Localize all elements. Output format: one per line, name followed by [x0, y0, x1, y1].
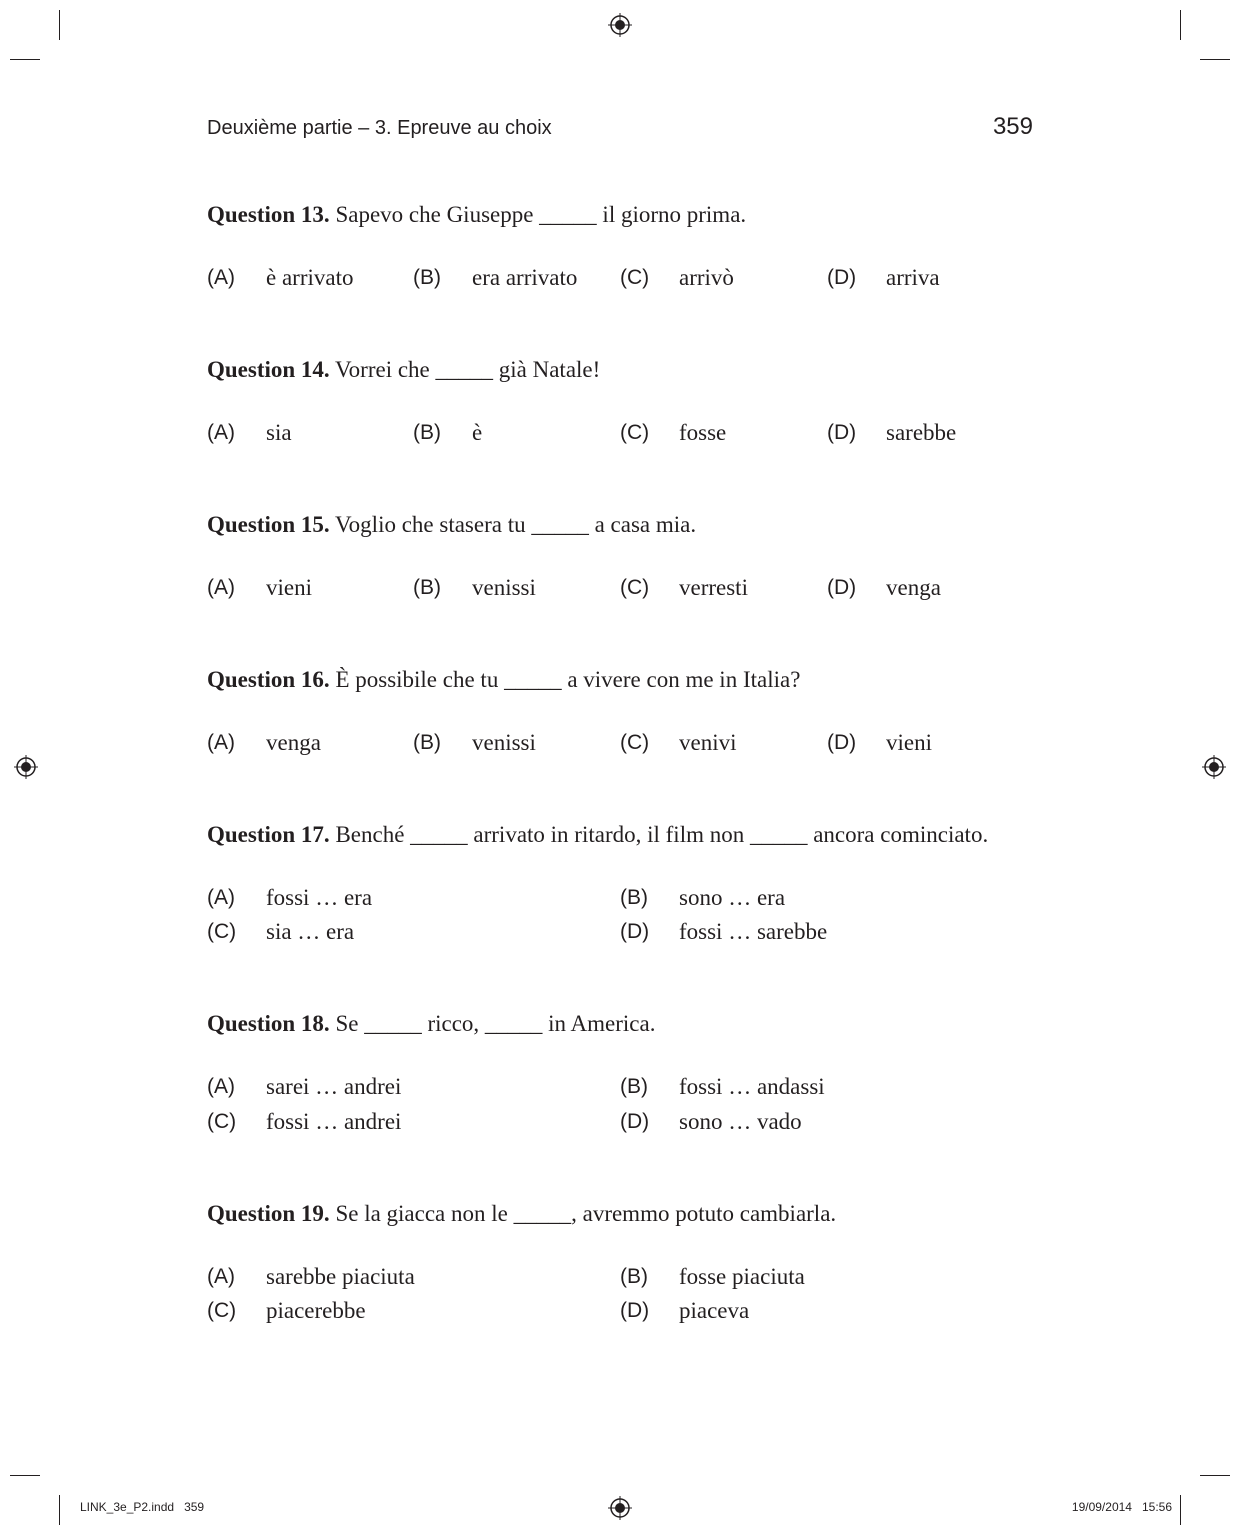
question-number: Question 18. — [207, 1011, 330, 1036]
option-letter: (B) — [413, 266, 441, 289]
option-letter: (D) — [827, 576, 857, 599]
option-text: sarebbe — [886, 420, 957, 445]
question-number: Question 15. — [207, 512, 330, 537]
question-stem — [207, 1010, 655, 1038]
option-letter: (A) — [207, 576, 235, 599]
option-letter: (B) — [620, 886, 648, 909]
option-text: sono … era — [679, 885, 786, 910]
option-letter: (B) — [413, 421, 441, 444]
crop-mark — [59, 1495, 60, 1525]
crop-mark — [1180, 10, 1181, 40]
option-letter: (D) — [620, 1110, 650, 1133]
option-text: sia … era — [266, 919, 355, 944]
option-text: sarebbe piaciuta — [266, 1264, 415, 1289]
crop-mark — [1200, 1475, 1230, 1476]
question-stem — [207, 511, 696, 539]
option-text: sia — [266, 420, 292, 445]
option-letter: (D) — [620, 920, 650, 943]
option-text: venga — [886, 575, 941, 600]
option-text: fossi … era — [266, 885, 373, 910]
registration-mark-icon — [608, 1496, 632, 1520]
option-letter: (C) — [620, 266, 650, 289]
crop-mark — [10, 1475, 40, 1476]
question-number: Question 19. — [207, 1201, 330, 1226]
option-letter: (A) — [207, 266, 235, 289]
option-text: sono … vado — [679, 1109, 802, 1134]
option-letter: (C) — [207, 1110, 237, 1133]
option-text: verresti — [679, 575, 748, 600]
option-text: venissi — [472, 730, 536, 755]
option-text: è arrivato — [266, 265, 354, 290]
option-text: era arrivato — [472, 265, 578, 290]
question-number: Question 17. — [207, 822, 330, 847]
question-number: Question 13. — [207, 202, 330, 227]
file-slug: LINK_3e_P2.indd 359 — [80, 1500, 205, 1514]
crop-mark — [59, 10, 60, 40]
option-letter: (D) — [620, 1299, 650, 1322]
option-text: venivi — [679, 730, 737, 755]
option-letter: (A) — [207, 421, 235, 444]
option-letter: (B) — [620, 1075, 648, 1098]
option-letter: (A) — [207, 731, 235, 754]
question-stem — [207, 1200, 836, 1228]
question-stem — [207, 201, 746, 229]
option-letter: (A) — [207, 1265, 235, 1288]
option-letter: (C) — [620, 421, 650, 444]
option-letter: (C) — [620, 731, 650, 754]
option-text: piacerebbe — [266, 1298, 366, 1323]
question-stem — [207, 666, 800, 694]
question-text: Sapevo che Giuseppe _____ il giorno prima. — [335, 202, 747, 227]
option-letter: (D) — [827, 421, 857, 444]
option-text: arrivò — [679, 265, 734, 290]
question-stem — [207, 356, 600, 384]
option-text: fossi … andassi — [679, 1074, 825, 1099]
option-text: fossi … sarebbe — [679, 919, 828, 944]
option-text: fosse piaciuta — [679, 1264, 805, 1289]
option-letter: (D) — [827, 266, 857, 289]
option-letter: (A) — [207, 1075, 235, 1098]
option-letter: (C) — [207, 920, 237, 943]
date-slug: 19/09/2014 15:56 — [1071, 1500, 1172, 1514]
running-head: Deuxième partie – 3. Epreuve au choix — [207, 117, 552, 139]
question-text: Se la giacca non le _____, avremmo potuto cambiarla. — [335, 1201, 837, 1226]
question-text: Voglio che stasera tu _____ a casa mia. — [335, 512, 697, 537]
option-text: fossi … andrei — [266, 1109, 402, 1134]
option-letter: (B) — [413, 576, 441, 599]
question-number: Question 14. — [207, 357, 330, 382]
crop-mark — [10, 59, 40, 60]
option-text: venissi — [472, 575, 536, 600]
question-number: Question 16. — [207, 667, 330, 692]
question-text: Benché _____ arrivato in ritardo, il film non _____ ancora cominciato. — [335, 822, 989, 847]
question-stem — [207, 821, 988, 849]
option-text: è — [472, 420, 483, 445]
option-text: sarei … andrei — [266, 1074, 402, 1099]
option-text: piaceva — [679, 1298, 750, 1323]
option-letter: (D) — [827, 731, 857, 754]
option-text: vieni — [886, 730, 932, 755]
question-text: Se _____ ricco, _____ in America. — [335, 1011, 656, 1036]
option-text: venga — [266, 730, 321, 755]
option-letter: (B) — [413, 731, 441, 754]
registration-mark-icon — [14, 755, 38, 779]
registration-mark-icon — [608, 13, 632, 37]
page-number: 359 — [992, 113, 1033, 140]
option-letter: (A) — [207, 886, 235, 909]
crop-mark — [1200, 59, 1230, 60]
option-text: vieni — [266, 575, 312, 600]
option-letter: (C) — [207, 1299, 237, 1322]
option-letter: (C) — [620, 576, 650, 599]
question-text: È possibile che tu _____ a vivere con me in Italia? — [335, 667, 801, 692]
option-text: arriva — [886, 265, 940, 290]
crop-mark — [1180, 1495, 1181, 1525]
question-text: Vorrei che _____ già Natale! — [335, 357, 601, 382]
registration-mark-icon — [1202, 755, 1226, 779]
option-text: fosse — [679, 420, 727, 445]
option-letter: (B) — [620, 1265, 648, 1288]
